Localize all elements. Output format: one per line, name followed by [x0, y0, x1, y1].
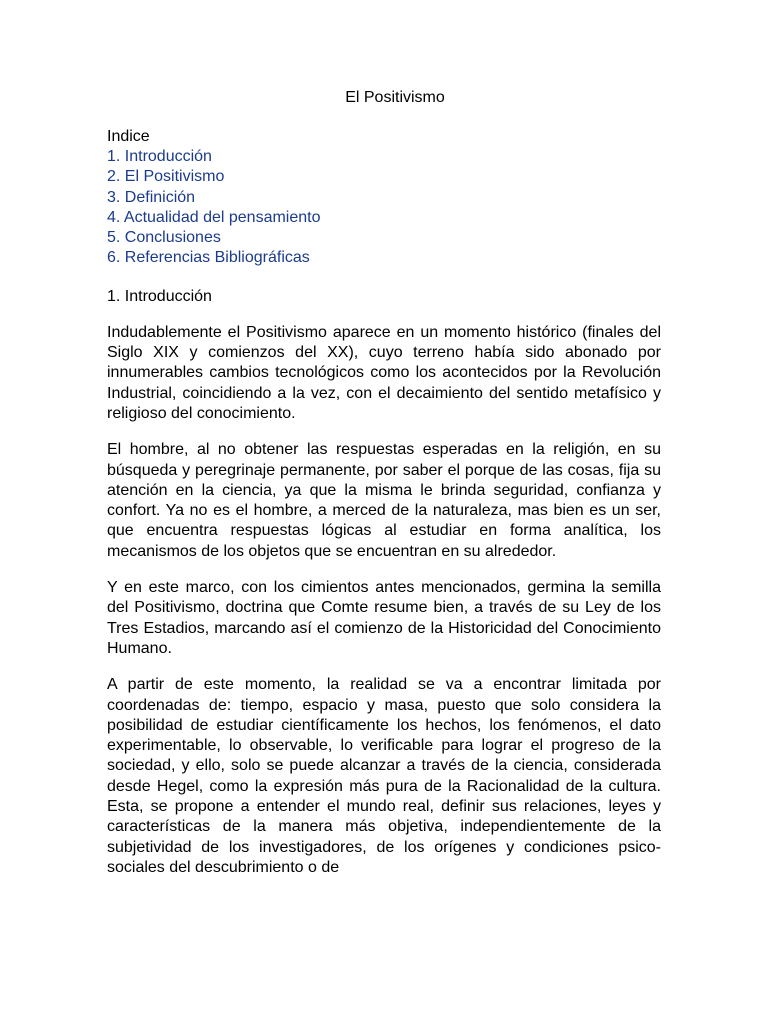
table-of-contents [107, 127, 661, 269]
toc-link-referencias[interactable]: 6. Referencias Bibliográficas [107, 249, 310, 267]
toc-link-actualidad[interactable]: 4. Actualidad del pensamiento [107, 208, 321, 226]
toc-link-definicion[interactable]: 3. Definición [107, 188, 196, 206]
toc-link-introduccion[interactable]: 1. Introducción [107, 148, 212, 165]
paragraph: A partir de este momento, la realidad se va a encontrar limitada por coordenadas de: tiempo, espacio y masa, puesto que solo considera la posibilidad de estudiar científicamente los hechos, los fenómenos, el dato experimentable, lo observable, lo verificable para lograr el progreso de la sociedad, y ello, solo se puede alcanzar a través de la ciencia, considerada desde Hegel, como la expresión más pura de la Racionalidad de la cultura. Esta, se propone a entender el mundo real, definir sus relaciones, leyes y características de la manera más objetiva, independientemente de la subjetividad de los investigadores, de los orígenes y condiciones psico-sociales del descubrimiento o de [107, 676, 661, 876]
section-heading: 1. Introducción [107, 287, 212, 305]
paragraph: Indudablemente el Positivismo aparece en un momento histórico (finales del Siglo XIX y comienzos del XX), cuyo terreno había sido abonado por innumerables cambios tecnológicos como los acontecidos por la Revolución Industrial, coincidiendo a la vez, con el decaimiento del sentido metafísico y religioso del conocimiento. [107, 323, 661, 422]
paragraph: El hombre, al no obtener las respuestas esperadas en la religión, en su búsqueda y peregrinaje permanente, por saber el porque de las cosas, fija su atención en la ciencia, ya que la misma le brinda seguridad, confianza y confort. Ya no es el hombre, a merced de la naturaleza, mas bien es un ser, que encuentra respuestas lógicas al estudiar en forma analítica, los mecanismos de los objetos que se encuentran en su alrededor. [107, 441, 661, 560]
paragraph: Y en este marco, con los cimientos antes mencionados, germina la semilla del Positivismo, doctrina que Comte resume bien, a través de su Ley de los Tres Estadios, marcando así el comienzo de la Historicidad del Conocimiento Humano. [107, 579, 661, 657]
toc-heading: Indice [107, 128, 150, 145]
document-title: El Positivismo [345, 89, 445, 106]
toc-link-el-positivismo[interactable]: 2. El Positivismo [107, 168, 225, 186]
toc-list [107, 147, 661, 269]
section-introduccion [107, 287, 661, 878]
toc-link-conclusiones[interactable]: 5. Conclusiones [107, 229, 221, 247]
document-page [107, 88, 661, 878]
